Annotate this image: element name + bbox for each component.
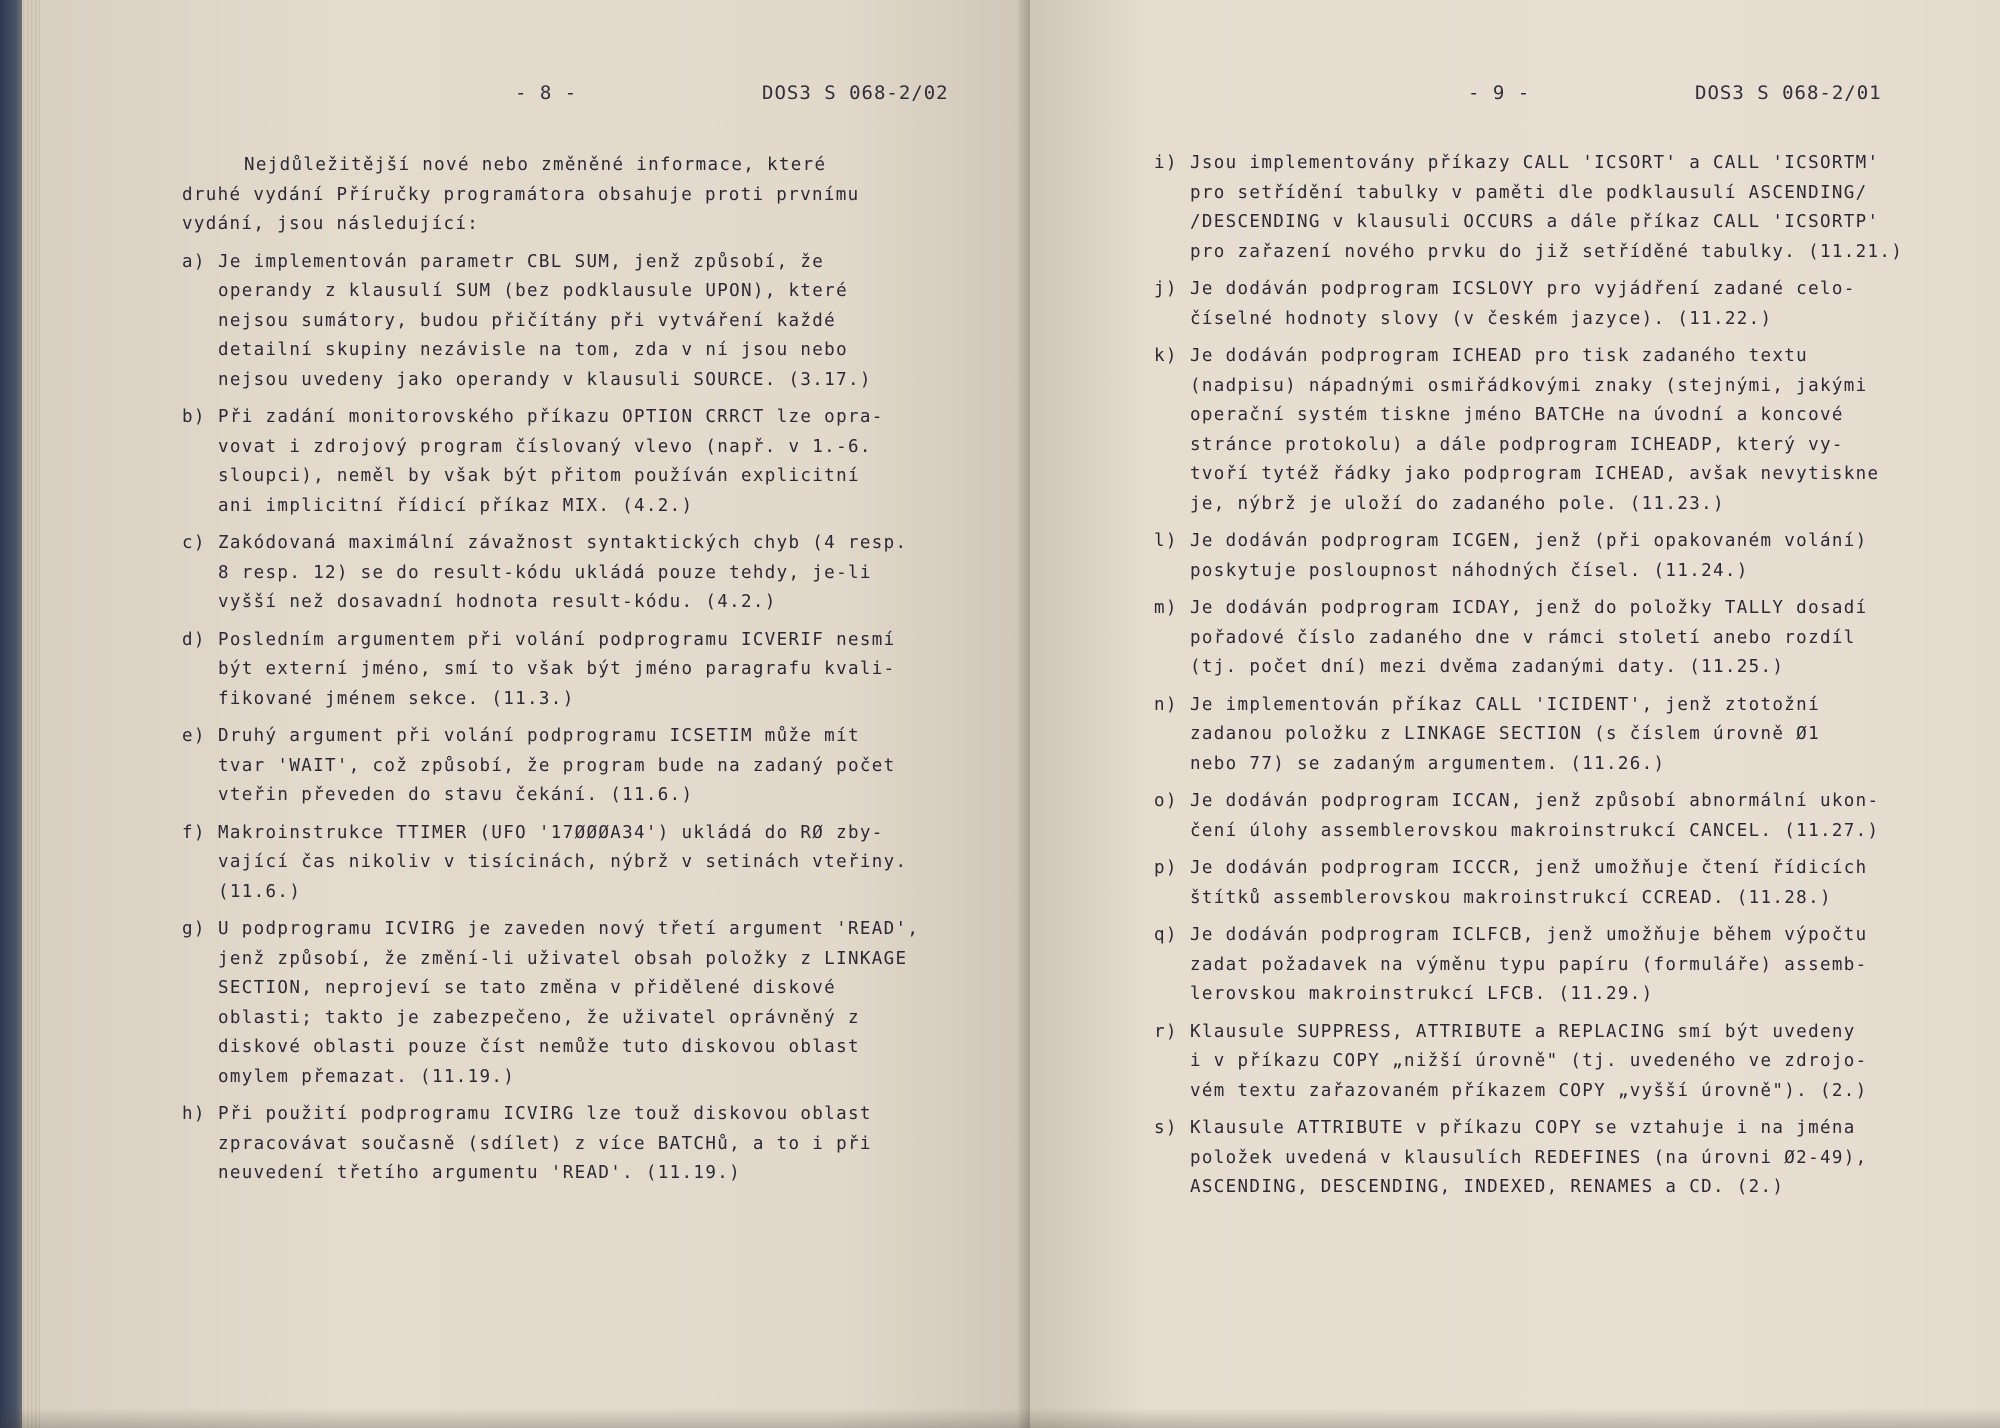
list-item-line: číselné hodnoty slovy (v českém jazyce). (11.22.) xyxy=(1190,308,1773,329)
list-item-line: sloupci), neměl by však být přitom používán explicitní xyxy=(218,466,860,486)
list-item-label: n) xyxy=(1154,694,1178,715)
list-item-line: (nadpisu) nápadnými osmiřádkovými znaky (stejnými, jakými xyxy=(1190,375,1868,396)
list-item-line: Je dodáván podprogram ICSLOVY pro vyjádření zadané celo- xyxy=(1190,279,1856,299)
list-item-line: vém textu zařazovaném příkazem COPY „vyšší úrovně"). (2.) xyxy=(1190,1080,1868,1101)
intro-line: druhé vydání Příručky programátora obsahuje proti prvnímu xyxy=(182,184,860,205)
list-item xyxy=(1154,691,1903,780)
list-item xyxy=(182,1100,919,1189)
list-item-line: je, nýbrž je uloží do zadaného pole. (11.23.) xyxy=(1190,493,1725,514)
list-item-label: q) xyxy=(1154,925,1178,945)
list-item-line: diskové oblasti pouze číst nemůže tuto diskovou oblast xyxy=(218,1037,860,1057)
list-item-label: g) xyxy=(182,919,206,939)
list-item-label: h) xyxy=(182,1104,206,1124)
list-item xyxy=(182,403,919,521)
list-item xyxy=(182,819,919,908)
list-item-line: nebo 77) se zadaným argumentem. (11.26.) xyxy=(1190,753,1666,774)
list-item-line: Zakódovaná maximální závažnost syntaktických chyb (4 resp. xyxy=(218,533,908,553)
list-item-line: stránce protokolu) a dále podprogram ICHEADP, který vy- xyxy=(1190,434,1844,455)
list-item-line: Klausule ATTRIBUTE v příkazu COPY se vztahuje i na jména xyxy=(1190,1118,1856,1138)
list-item-line: Je dodáván podprogram ICGEN, jenž (při opakovaném volání) xyxy=(1190,531,1868,551)
list-item-label: k) xyxy=(1154,346,1178,366)
list-item-line: Makroinstrukce TTIMER (UFO '17ØØØA34') ukládá do RØ zby- xyxy=(218,822,884,843)
list-item-line: zpracovávat současně (sdílet) z více BATCHů, a to i při xyxy=(218,1133,872,1154)
left-page xyxy=(40,0,1030,1428)
intro-line: vydání, jsou následující: xyxy=(182,214,480,234)
list-item-line: oblasti; takto je zabezpečeno, že uživatel oprávněný z xyxy=(218,1007,860,1028)
list-item-line: omylem přemazat. (11.19.) xyxy=(218,1066,516,1087)
list-item xyxy=(182,915,919,1092)
list-item xyxy=(182,529,919,618)
list-item-label: f) xyxy=(182,822,206,843)
list-item-line: Je dodáván podprogram ICDAY, jenž do položky TALLY dosadí xyxy=(1190,598,1868,618)
list-item-label: a) xyxy=(182,251,206,272)
list-item-line: vyšší než dosavadní hodnota result-kódu. (4.2.) xyxy=(218,592,777,612)
list-item-label: c) xyxy=(182,533,206,553)
list-item-line: položek uvedená v klausulích REDEFINES (na úrovni Ø2-49), xyxy=(1190,1147,1868,1168)
list-item-line: 8 resp. 12) se do result-kódu ukládá pouze tehdy, je-li xyxy=(218,562,872,583)
list-item-label: o) xyxy=(1154,791,1178,811)
list-item xyxy=(1154,527,1903,586)
list-item-line: vteřin převeden do stavu čekání. (11.6.) xyxy=(218,785,694,805)
list-item xyxy=(1154,921,1903,1010)
list-item-line: /DESCENDING v klausuli OCCURS a dále příkaz CALL 'ICSORTP' xyxy=(1190,212,1880,232)
list-item-label: m) xyxy=(1154,598,1178,618)
intro-line: Nejdůležitější nové nebo změněné informace, které xyxy=(244,155,827,175)
list-item-line: zadanou položku z LINKAGE SECTION (s číslem úrovně Ø1 xyxy=(1190,724,1820,744)
list-item-line: být externí jméno, smí to však být jméno paragrafu kvali- xyxy=(218,659,896,679)
list-item-label: j) xyxy=(1154,279,1178,299)
list-item-line: ani implicitní řídicí příkaz MIX. (4.2.) xyxy=(218,495,694,516)
list-item-line: lerovskou makroinstrukcí LFCB. (11.29.) xyxy=(1190,984,1654,1004)
list-item-line: Je dodáván podprogram ICCCR, jenž umožňuje čtení řídicích xyxy=(1190,858,1868,878)
page-number: - 9 - xyxy=(1468,82,1531,104)
list-item-line: operační systém tiskne jméno BATCHe na úvodní a koncové xyxy=(1190,405,1844,425)
document-id: DOS3 S 068-2/02 xyxy=(762,82,949,104)
list-item-line: Jsou implementovány příkazy CALL 'ICSORT' a CALL 'ICSORTM' xyxy=(1190,153,1880,173)
list-item-label: i) xyxy=(1154,153,1178,173)
list-item-line: Je implementován příkaz CALL 'ICIDENT', jenž ztotožní xyxy=(1190,694,1820,715)
list-item-line: vovat i zdrojový program číslovaný vlevo (např. v 1.-6. xyxy=(218,436,872,457)
list-item-line: zadat požadavek na výměnu typu papíru (formuláře) assemb- xyxy=(1190,954,1868,975)
list-item xyxy=(182,626,919,715)
list-item xyxy=(1154,342,1903,519)
list-item-line: Je dodáván podprogram ICLFCB, jenž umožňuje během výpočtu xyxy=(1190,925,1868,945)
list-item-line: Při použití podprogramu ICVIRG lze touž diskovou oblast xyxy=(218,1104,872,1124)
list-item-line: vající čas nikoliv v tisícinách, nýbrž v setinách vteřiny. xyxy=(218,852,908,872)
list-item xyxy=(1154,594,1903,683)
list-item-line: jenž způsobí, že změní-li uživatel obsah položky z LINKAGE xyxy=(218,948,908,969)
list-item-line: detailní skupiny nezávisle na tom, zda v ní jsou nebo xyxy=(218,340,848,360)
list-item-label: s) xyxy=(1154,1118,1178,1138)
list-item-line: štítků assemblerovskou makroinstrukcí CCREAD. (11.28.) xyxy=(1190,887,1832,908)
list-item-line: neuvedení třetího argumentu 'READ'. (11.19.) xyxy=(218,1163,741,1183)
list-item-line: SECTION, neprojeví se tato změna v přidělené diskové xyxy=(218,978,837,998)
list-item-line: Při zadání monitorovského příkazu OPTION CRRCT lze opra- xyxy=(218,407,884,427)
list-item-line: Je dodáván podprogram ICCAN, jenž způsobí abnormální ukon- xyxy=(1190,791,1880,811)
list-item-line: Druhý argument při volání podprogramu ICSETIM může mít xyxy=(218,726,860,746)
list-item-line: nejsou uvedeny jako operandy v klausuli SOURCE. (3.17.) xyxy=(218,369,872,390)
list-item-line: čení úlohy assemblerovskou makroinstrukcí CANCEL. (11.27.) xyxy=(1190,820,1880,841)
list-item-line: poskytuje posloupnost náhodných čísel. (11.24.) xyxy=(1190,560,1749,581)
list-item-label: p) xyxy=(1154,858,1178,878)
list-item-line: (11.6.) xyxy=(218,881,302,902)
right-page xyxy=(1030,0,2000,1428)
list-item-line: Posledním argumentem při volání podprogramu ICVERIF nesmí xyxy=(218,629,896,650)
list-item-line: Je implementován parametr CBL SUM, jenž způsobí, že xyxy=(218,251,825,272)
list-item-line: Klausule SUPPRESS, ATTRIBUTE a REPLACING smí být uvedeny xyxy=(1190,1021,1856,1042)
list-item-line: i v příkazu COPY „nižší úrovně" (tj. uvedeného ve zdrojo- xyxy=(1190,1051,1868,1071)
list-item-line: pořadové číslo zadaného dne v rámci století anebo rozdíl xyxy=(1190,627,1856,648)
list-item-line: pro zařazení nového prvku do již setříděné tabulky. (11.21.) xyxy=(1190,241,1904,262)
list-item-line: (tj. počet dní) mezi dvěma zadanými daty. (11.25.) xyxy=(1190,657,1785,677)
list-item-line: fikované jménem sekce. (11.3.) xyxy=(218,688,575,709)
list-item xyxy=(1154,854,1903,913)
list-item-label: d) xyxy=(182,629,206,650)
right-page-text xyxy=(1154,149,1903,1211)
list-item xyxy=(182,722,919,811)
list-item xyxy=(1154,1114,1903,1203)
list-item-line: U podprogramu ICVIRG je zaveden nový třetí argument 'READ', xyxy=(218,919,920,939)
list-item-line: tvoří tytéž řádky jako podprogram ICHEAD, avšak nevytiskne xyxy=(1190,464,1880,484)
list-item xyxy=(1154,275,1903,334)
list-item-line: nejsou sumátory, budou přičítány při vytváření každé xyxy=(218,310,837,331)
intro-paragraph xyxy=(182,151,919,240)
list-item-line: Je dodáván podprogram ICHEAD pro tisk zadaného textu xyxy=(1190,346,1809,366)
document-id: DOS3 S 068-2/01 xyxy=(1695,82,1882,104)
list-item-line: tvar 'WAIT', což způsobí, že program bude na zadaný počet xyxy=(218,755,896,776)
list-item xyxy=(1154,787,1903,846)
list-item-label: e) xyxy=(182,726,206,746)
list-item-line: operandy z klausulí SUM (bez podklausule UPON), které xyxy=(218,281,848,301)
list-item-line: ASCENDING, DESCENDING, INDEXED, RENAMES a CD. (2.) xyxy=(1190,1177,1785,1197)
list-item xyxy=(182,248,919,396)
list-item-line: pro setřídění tabulky v paměti dle podklausulí ASCENDING/ xyxy=(1190,182,1868,203)
list-item-label: l) xyxy=(1154,531,1178,551)
page-number: - 8 - xyxy=(515,82,578,104)
list-item-label: b) xyxy=(182,407,206,427)
list-item xyxy=(1154,1018,1903,1107)
list-item xyxy=(1154,149,1903,267)
bottom-shadow xyxy=(0,1408,2000,1428)
left-page-text xyxy=(182,151,919,1197)
list-item-label: r) xyxy=(1154,1021,1178,1042)
